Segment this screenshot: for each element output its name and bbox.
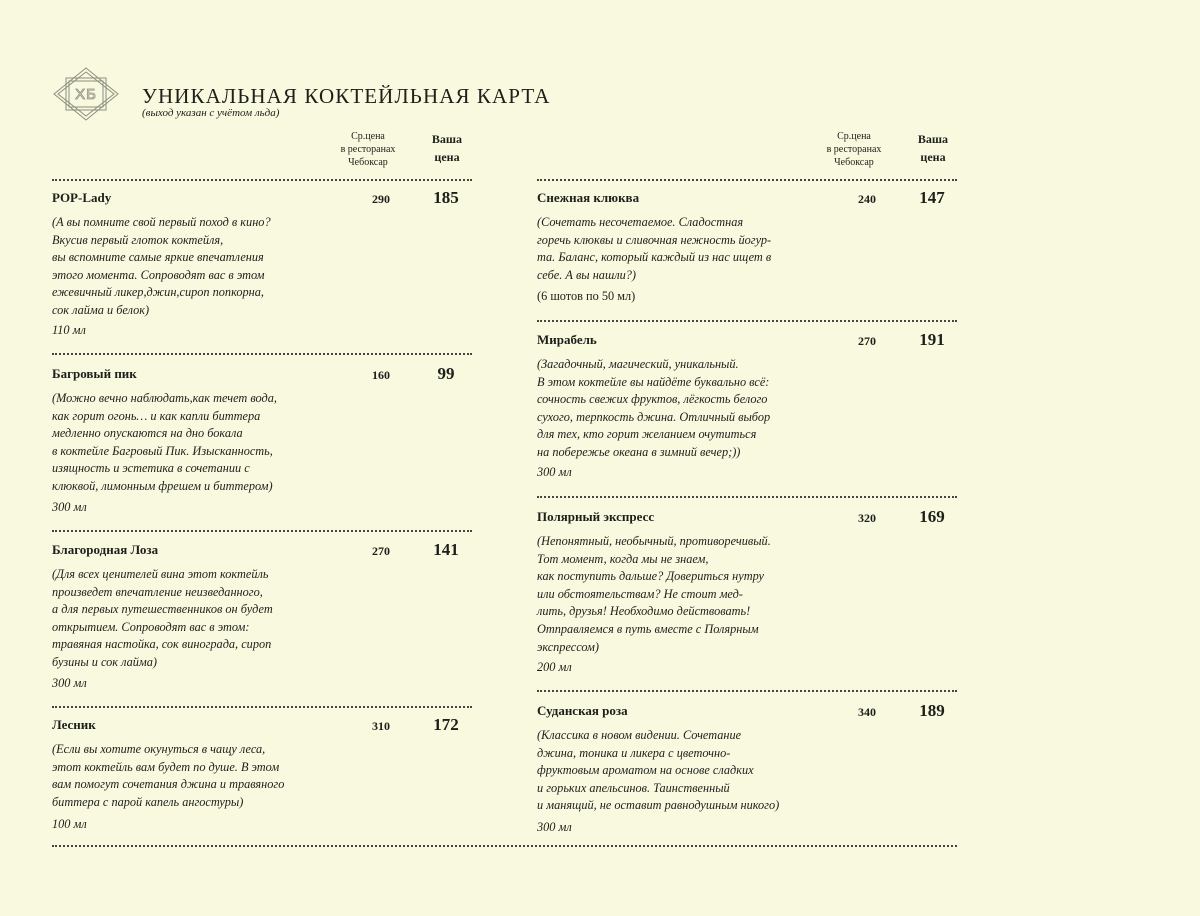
item-avg-price: 310 <box>372 719 390 733</box>
item-volume: (6 шотов по 50 мл) <box>537 289 636 303</box>
menu-item <box>537 190 957 310</box>
page-subtitle: (выход указан с учётом льда) <box>142 107 280 119</box>
item-name: Снежная клюква <box>537 190 640 205</box>
item-description: (Если вы хотите окунуться в чащу леса, этот коктейль вам будет по душе. В этом вам помогут сочетания джина и травяного биттера с парой капель ангостуры) <box>52 742 285 809</box>
item-name: Лесник <box>52 717 96 732</box>
item-name: Полярный экспресс <box>537 509 655 524</box>
item-volume: 200 мл <box>537 660 572 674</box>
your-price-header: Ваша цена <box>917 132 949 164</box>
item-price: 191 <box>919 330 945 349</box>
logo-emblem-icon <box>52 66 120 122</box>
divider <box>537 320 957 322</box>
item-name: POP-Lady <box>52 190 112 205</box>
item-price: 141 <box>433 540 459 559</box>
item-avg-price: 340 <box>858 705 876 719</box>
item-volume: 300 мл <box>537 820 572 834</box>
divider <box>537 179 957 181</box>
item-name: Мирабель <box>537 332 597 347</box>
item-description: (А вы помните свой первый поход в кино? Вкусив первый глоток коктейля, вы вспомните самые яркие впечатления этого момента. Сопроводят вас в этом ежевичный ликер,джин,сироп попкорна, сок лайма и белок) <box>52 215 271 317</box>
divider <box>537 690 957 692</box>
divider <box>52 353 472 355</box>
item-volume: 300 мл <box>537 465 572 479</box>
avg-price-header: Ср.цена в ресторанах Чебоксар <box>826 131 882 168</box>
item-price: 169 <box>919 507 945 526</box>
menu-item <box>537 332 957 487</box>
divider <box>52 706 472 708</box>
item-description: (Загадочный, магический, уникальный. В этом коктейле вы найдёте буквально всё: сочность свежих фруктов, лёгкость белого сухого, терпкость джина. Отличный выбор для тех, кто горит желанием очутиться на побережье океана в зимний вечер;)) <box>537 357 771 459</box>
logo <box>52 66 120 122</box>
item-price: 189 <box>919 701 945 720</box>
item-volume: 300 мл <box>52 500 87 514</box>
item-avg-price: 270 <box>372 544 390 558</box>
item-description: (Непонятный, необычный, противоречивый. Тот момент, когда мы не знаем, как поступить дальше? Довериться нутру или обстоятельствам? Не стоит мед- лить, друзья! Необходимо действовать! Отправляемся в путь вместе с Полярным экспрессом) <box>537 534 771 654</box>
divider <box>52 530 472 532</box>
item-description: (Можно вечно наблюдать,как течет вода, как горит огонь… и как капли биттера медленно опускаются на дно бокала в коктейле Багровый Пик. Изысканность, изящность и эстетика в сочетании с клюквой, лимонным фрешем и биттером) <box>52 391 277 493</box>
item-price: 99 <box>437 364 455 383</box>
item-volume: 110 мл <box>52 323 86 337</box>
menu-item <box>52 190 472 345</box>
item-volume: 100 мл <box>52 817 87 831</box>
item-avg-price: 320 <box>858 511 876 525</box>
page-title: УНИКАЛЬНАЯ КОКТЕЙЛЬНАЯ КАРТА <box>142 84 551 108</box>
item-name: Суданская роза <box>537 703 628 718</box>
menu-item <box>52 366 472 521</box>
item-name: Багровый пик <box>52 366 137 381</box>
item-avg-price: 270 <box>858 334 876 348</box>
column-headers-left <box>336 130 463 176</box>
logo-text: ХБ <box>75 86 97 103</box>
item-name: Благородная Лоза <box>52 542 159 557</box>
item-volume: 300 мл <box>52 676 87 690</box>
divider <box>52 179 472 181</box>
column-headers-right <box>822 130 949 176</box>
item-price: 147 <box>919 188 945 207</box>
item-avg-price: 290 <box>372 192 390 206</box>
divider <box>537 496 957 498</box>
menu-item <box>537 703 957 839</box>
item-description: (Сочетать несочетаемое. Сладостная горечь клюквы и сливочная нежность йогур- та. Баланс, который каждый из нас ищет в себе. А вы нашли?) <box>537 215 772 282</box>
your-price-header: Ваша цена <box>431 132 463 164</box>
menu-item <box>537 509 957 681</box>
item-price: 172 <box>433 715 459 734</box>
avg-price-header: Ср.цена в ресторанах Чебоксар <box>340 131 396 168</box>
item-avg-price: 240 <box>858 192 876 206</box>
item-description: (Для всех ценителей вина этот коктейль произведет впечатление неизведанного, а для первых путешественников он будет открытием. Сопроводят вас в этом: травяная настойка, сок винограда, сироп бузины и сок лайма) <box>52 567 273 669</box>
item-avg-price: 160 <box>372 368 390 382</box>
menu-item <box>52 542 472 697</box>
item-description: (Классика в новом видении. Сочетание джина, тоника и ликера с цветочно- фруктовым ароматом на основе сладких и горьких апельсинов. Таинственный и манящий, не оставит равнодушным никого) <box>537 728 780 813</box>
menu-item <box>52 717 472 837</box>
bottom-divider <box>52 845 957 847</box>
item-price: 185 <box>433 188 459 207</box>
